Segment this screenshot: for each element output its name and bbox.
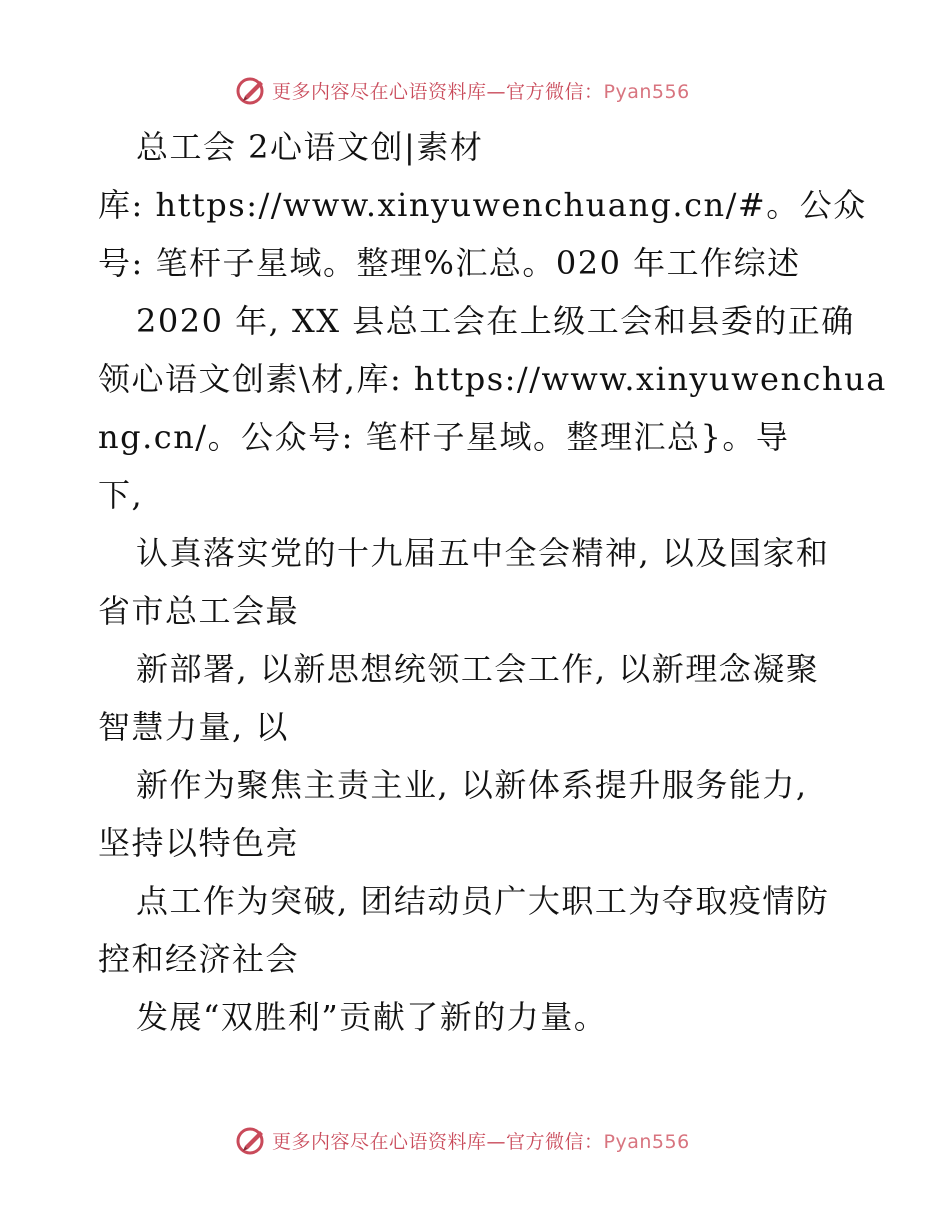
banner-wechat-id: Pyan556: [603, 1130, 690, 1153]
banner-text: [272, 77, 690, 104]
header-banner: [236, 73, 690, 107]
text-line: 号: 笔杆子星域。整理%汇总。020 年工作综述: [98, 244, 801, 282]
banner-slogan: 更多内容尽在心语资料库—官方微信：: [272, 1130, 604, 1153]
text-line: 省市总工会最: [98, 592, 300, 630]
text-line: 库: https://www.xinyuwenchuang.cn/#。公众: [98, 186, 867, 224]
text-line: 领心语文创素\材,库: https://www.xinyuwenchua: [98, 360, 887, 398]
text-line: 2020 年, XX 县总工会在上级工会和县委的正确: [136, 302, 855, 340]
text-line: 认真落实党的十九届五中全会精神, 以及国家和: [136, 534, 830, 572]
text-line: 坚持以特色亮: [98, 824, 300, 862]
pen-logo-icon: [236, 74, 268, 106]
text-line: 下,: [98, 476, 144, 514]
text-line: ng.cn/。公众号: 笔杆子星域。整理汇总}。导: [98, 418, 790, 456]
text-line: 控和经济社会: [98, 940, 300, 978]
text-line: 智慧力量, 以: [98, 708, 289, 746]
footer-banner: [236, 1123, 690, 1157]
pen-logo-icon: [236, 1124, 268, 1156]
text-line: 发展“双胜利”贡献了新的力量。: [136, 998, 608, 1036]
text-line: 总工会 2心语文创|素材: [136, 128, 484, 166]
text-line: 点工作为突破, 团结动员广大职工为夺取疫情防: [136, 882, 830, 920]
text-line: 新作为聚焦主责主业, 以新体系提升服务能力,: [136, 766, 808, 804]
banner-slogan: 更多内容尽在心语资料库—官方微信：: [272, 80, 604, 103]
text-line: 新部署, 以新思想统领工会工作, 以新理念凝聚: [136, 650, 820, 688]
banner-wechat-id: Pyan556: [603, 80, 690, 103]
document-body: [98, 118, 887, 1046]
banner-text: [272, 1127, 690, 1154]
